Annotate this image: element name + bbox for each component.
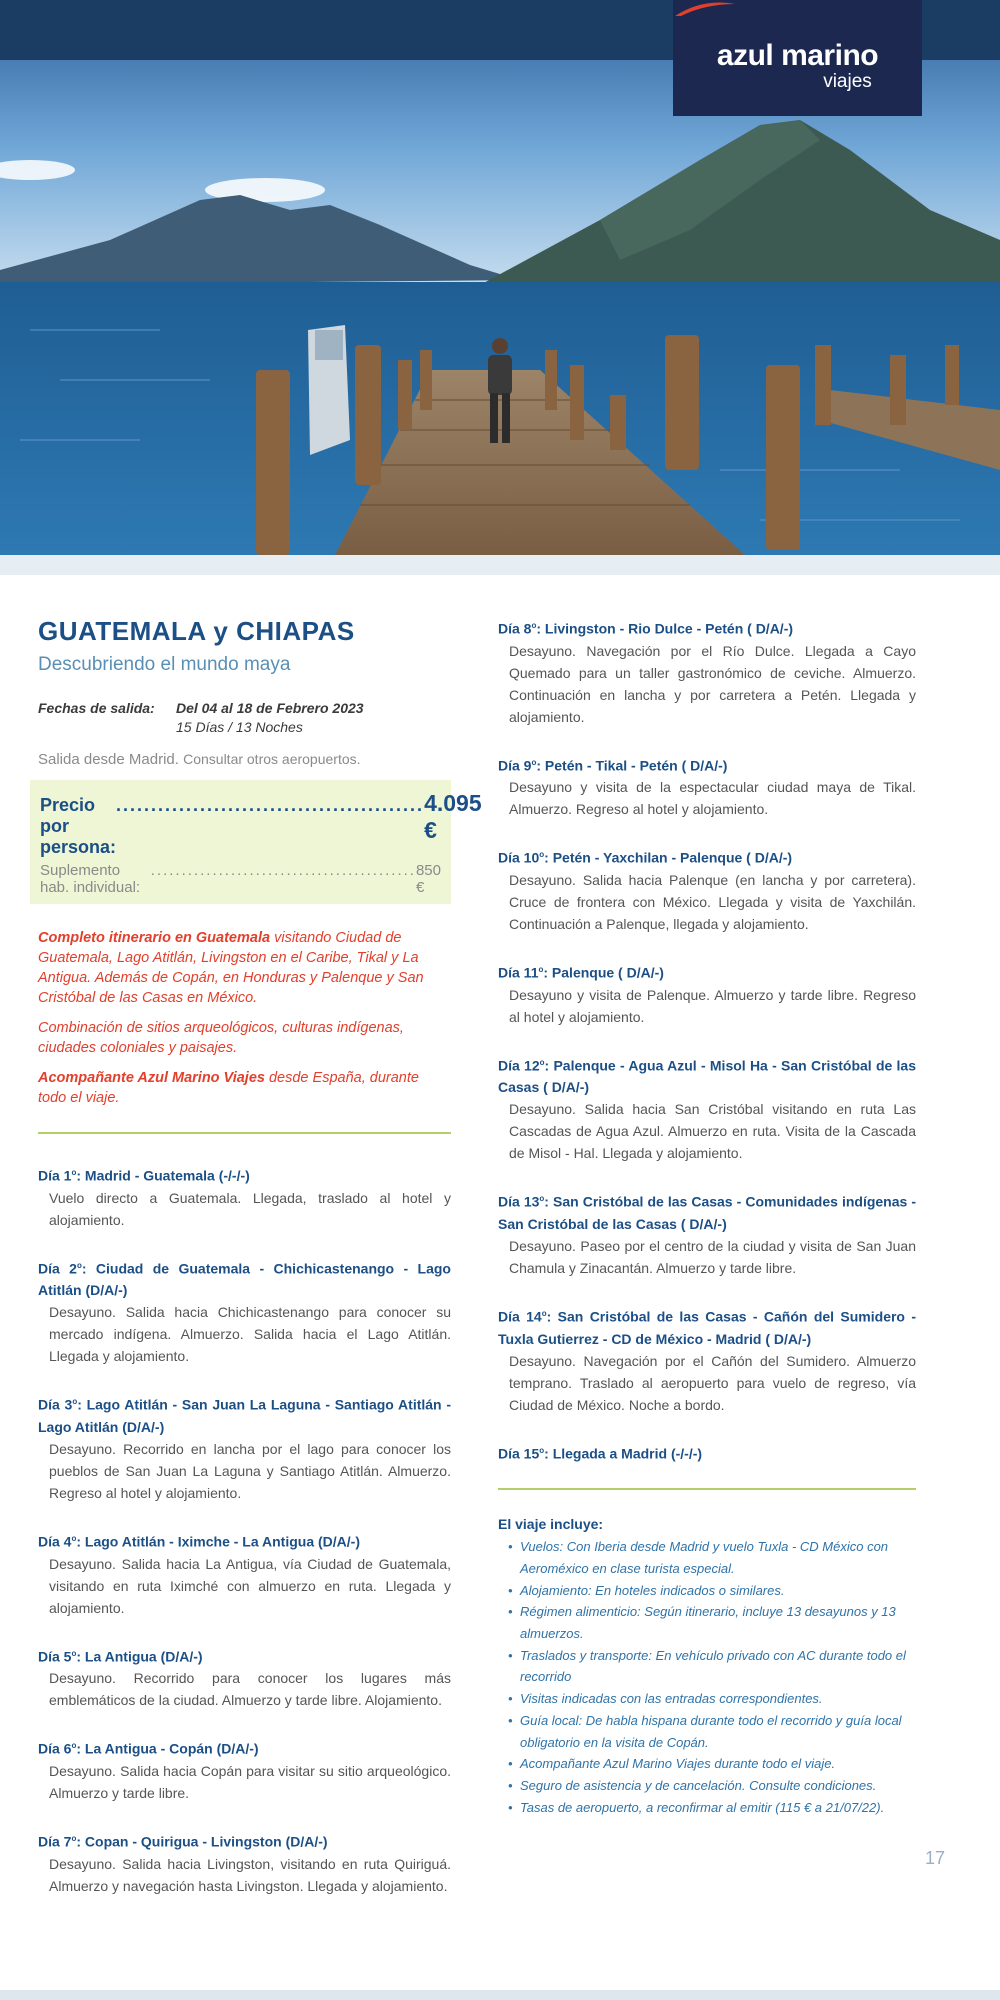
right-column	[498, 615, 916, 1818]
includes-title: El viaje incluye:	[498, 1516, 604, 1533]
day-title: Día 12$^o$: Palenque - Agua Azul - Misol Ha - San Cristóbal de las Casas ( D/A/-)	[498, 1057, 917, 1096]
price-dots: ............................................	[116, 795, 425, 815]
day-title: Día 5$^o$: La Antigua (D/A/-)	[38, 1648, 203, 1665]
day-desc: Desayuno y visita de la espectacular ciudad maya de Tikal. Almuerzo. Regreso al hotel y alojamiento.	[509, 779, 916, 818]
day-desc: Desayuno. Salida hacia Copán para visitar su sitio arqueológico. Almuerzo y tarde libre.	[49, 1762, 451, 1801]
day-1	[38, 1162, 451, 1231]
includes-item: • Tasas de aeropuerto, a reconfirmar al emitir (115 € a 21/07/22).	[498, 1797, 916, 1819]
bottom-band	[0, 1990, 1000, 2000]
day-desc: Desayuno y visita de Palenque. Almuerzo y tarde libre. Regreso al hotel y alojamiento.	[509, 986, 916, 1025]
highlight-itinerary-text: visitando Ciudad de Guatemala, Lago Atitlán, Livingston en el Caribe, Tikal y La Antigua. Además de Copán, en Honduras y Palenque y San Cristóbal de las Casas en México.	[38, 930, 424, 1006]
includes-item: • Guía local: De habla hispana durante todo el recorrido y guía local obligatorio en la visita de Copán.	[498, 1710, 916, 1753]
includes-item: • Régimen alimenticio: Según itinerario, incluye 13 desayunos y 13 almuerzos.	[498, 1601, 916, 1644]
highlight-itinerary-bold: Completo itinerario en Guatemala	[38, 930, 271, 946]
includes-item: • Visitas indicadas con las entradas correspondientes.	[498, 1688, 916, 1710]
day-4	[38, 1528, 451, 1619]
price-row	[40, 790, 482, 858]
day-desc: Desayuno. Salida hacia Chichicastenango para conocer su mercado indígena. Almuerzo. Salida hacia el Lago Atitlán. Llegada y alojamiento.	[49, 1304, 451, 1365]
day-title: Día 15$^o$: Llegada a Madrid (-/-/-)	[498, 1445, 703, 1462]
day-12	[498, 1052, 916, 1165]
trip-duration: 15 Días / 13 Noches	[176, 719, 303, 735]
includes-item: • Acompañante Azul Marino Viajes durante todo el viaje.	[498, 1753, 916, 1775]
day-13	[498, 1188, 916, 1279]
day-desc: Desayuno. Recorrido en lancha por el lago para conocer los pueblos de San Juan La Laguna y Santiago Atitlán. Almuerzo. Regreso al hotel y alojamiento.	[49, 1440, 451, 1501]
supplement-row	[40, 862, 441, 896]
day-title: Día 9$^o$: Petén - Tikal - Petén ( D/A/-)	[498, 757, 728, 774]
day-title: Día 2$^o$: Ciudad de Guatemala - Chichicastenango - Lago Atitlán (D/A/-)	[38, 1260, 451, 1299]
day-title: Día 14$^o$: San Cristóbal de las Casas - Cañón del Sumidero - Tuxla Gutierrez - CD de México - Madrid ( D/A/-)	[498, 1308, 917, 1347]
brand-sub: viajes	[823, 71, 872, 92]
price-box	[30, 780, 482, 904]
day-10	[498, 844, 916, 935]
departure-note: Consultar otros aeropuertos.	[183, 751, 361, 767]
day-title: Día 7$^o$: Copan - Quirigua - Livingston (D/A/-)	[38, 1833, 328, 1850]
day-desc: Desayuno. Paseo por el centro de la ciudad y visita de San Juan Chamula y Zinacantán. Almuerzo y tarde libre.	[509, 1237, 916, 1276]
includes-item: • Alojamiento: En hoteles indicados o similares.	[498, 1580, 916, 1602]
departure-info	[38, 751, 451, 768]
highlight-combination: Combinación de sitios arqueológicos, culturas indígenas, ciudades coloniales y paisajes.	[38, 1020, 404, 1056]
supplement-label: Suplemento hab. individual:	[40, 862, 141, 896]
itinerary-days-1-7	[38, 1162, 451, 1897]
day-desc: Desayuno. Navegación por el Río Dulce. Llegada a Cayo Quemado para un taller gastronómico de ceviche. Almuerzo. Continuación en lancha y por carretera a Petén. Llegada y alojamiento.	[509, 642, 916, 725]
includes-item: • Traslados y transporte: En vehículo privado con AC durante todo el recorrido	[498, 1645, 916, 1688]
day-14	[498, 1303, 916, 1416]
trip-highlights	[38, 928, 451, 1108]
swoosh-icon	[673, 0, 737, 18]
day-9	[498, 752, 916, 821]
trip-title: GUATEMALA y CHIAPAS	[38, 616, 355, 646]
includes-list	[498, 1536, 916, 1818]
day-15	[498, 1440, 916, 1465]
departure-dates	[38, 699, 451, 737]
trip-includes	[498, 1516, 916, 1818]
day-title: Día 13$^o$: San Cristóbal de las Casas - Comunidades indígenas - San Cristóbal de las Casas ( D/A/-)	[498, 1193, 916, 1232]
day-desc: Desayuno. Salida hacia Livingston, visitando en ruta Quiriguá. Almuerzo y navegación hasta Livingston. Llegada y alojamiento.	[49, 1855, 451, 1894]
day-desc: Desayuno. Salida hacia San Cristóbal visitando en ruta Las Cascadas de Agua Azul. Almuerzo en ruta. Visita de la Cascada de Misol - Hal. Llegada y alojamiento.	[509, 1101, 916, 1162]
highlight-companion-bold: Acompañante Azul Marino Viajes	[38, 1070, 265, 1086]
day-title: Día 3$^o$: Lago Atitlán - San Juan La Laguna - Santiago Atitlán - Lago Atitlán (D/A/-)	[38, 1396, 451, 1435]
day-desc: Desayuno. Salida hacia Palenque (en lancha y por carretera). Cruce de frontera con México. Llegada y visita de Yaxchilán. Continuación a Palenque, llegada y alojamiento.	[509, 871, 916, 932]
section-divider	[498, 1488, 916, 1490]
day-8	[498, 615, 916, 728]
brand-logo	[673, 0, 922, 116]
highlight-companion	[38, 1068, 451, 1108]
section-divider	[38, 1132, 451, 1134]
content-area	[0, 575, 1000, 2000]
day-title: Día 1$^o$: Madrid - Guatemala (-/-/-)	[38, 1167, 250, 1184]
day-7	[38, 1828, 451, 1897]
departure-city: Salida desde Madrid.	[38, 751, 179, 768]
day-3	[38, 1391, 451, 1504]
supplement-dots: ...........................................	[150, 862, 416, 879]
day-title: Día 8$^o$: Livingston - Rio Dulce - Petén ( D/A/-)	[498, 620, 794, 637]
dates-label: Fechas de salida:	[38, 700, 155, 716]
day-6	[38, 1735, 451, 1804]
brand-name: azul marino	[716, 39, 879, 72]
dates-value	[176, 699, 364, 737]
hero-photo	[0, 0, 1000, 575]
day-5	[38, 1643, 451, 1712]
highlight-itinerary	[38, 928, 451, 1008]
day-title: Día 6$^o$: La Antigua - Copán (D/A/-)	[38, 1740, 259, 1757]
day-desc: Desayuno. Salida hacia La Antigua, vía Ciudad de Guatemala, visitando en ruta Iximché con almuerzo en ruta. Llegada y alojamiento.	[49, 1555, 451, 1616]
includes-item: • Vuelos: Con Iberia desde Madrid y vuelo Tuxla - CD México con Aeroméxico en clase turista especial.	[498, 1536, 916, 1579]
highlight-companion-text: desde España, durante todo el viaje.	[38, 1070, 419, 1106]
dates-range: Del 04 al 18 de Febrero 2023	[176, 700, 364, 716]
includes-item: • Seguro de asistencia y de cancelación. Consulte condiciones.	[498, 1775, 916, 1797]
left-column	[38, 615, 482, 1897]
price-value: 4.095 €	[424, 790, 482, 843]
day-title: Día 11$^o$: Palenque ( D/A/-)	[498, 964, 664, 981]
supplement-value: 850 €	[415, 862, 441, 896]
page-number: 17	[925, 1848, 946, 1868]
day-desc: Vuelo directo a Guatemala. Llegada, traslado al hotel y alojamiento.	[49, 1189, 451, 1228]
day-11	[498, 959, 916, 1028]
day-title: Día 10$^o$: Petén - Yaxchilan - Palenque ( D/A/-)	[498, 849, 793, 866]
day-desc: Desayuno. Recorrido para conocer los lugares más emblemáticos de la ciudad. Almuerzo y tarde libre. Alojamiento.	[49, 1670, 451, 1709]
trip-subtitle: Descubriendo el mundo maya	[38, 654, 291, 675]
price-label: Precio por persona:	[40, 795, 117, 857]
day-desc: Desayuno. Navegación por el Cañón del Sumidero. Almuerzo temprano. Traslado al aeropuerto para vuelo de regreso, vía Ciudad de México. Noche a bordo.	[509, 1352, 916, 1413]
day-2	[38, 1255, 451, 1368]
day-title: Día 4$^o$: Lago Atitlán - Iximche - La Antigua (D/A/-)	[38, 1533, 360, 1550]
